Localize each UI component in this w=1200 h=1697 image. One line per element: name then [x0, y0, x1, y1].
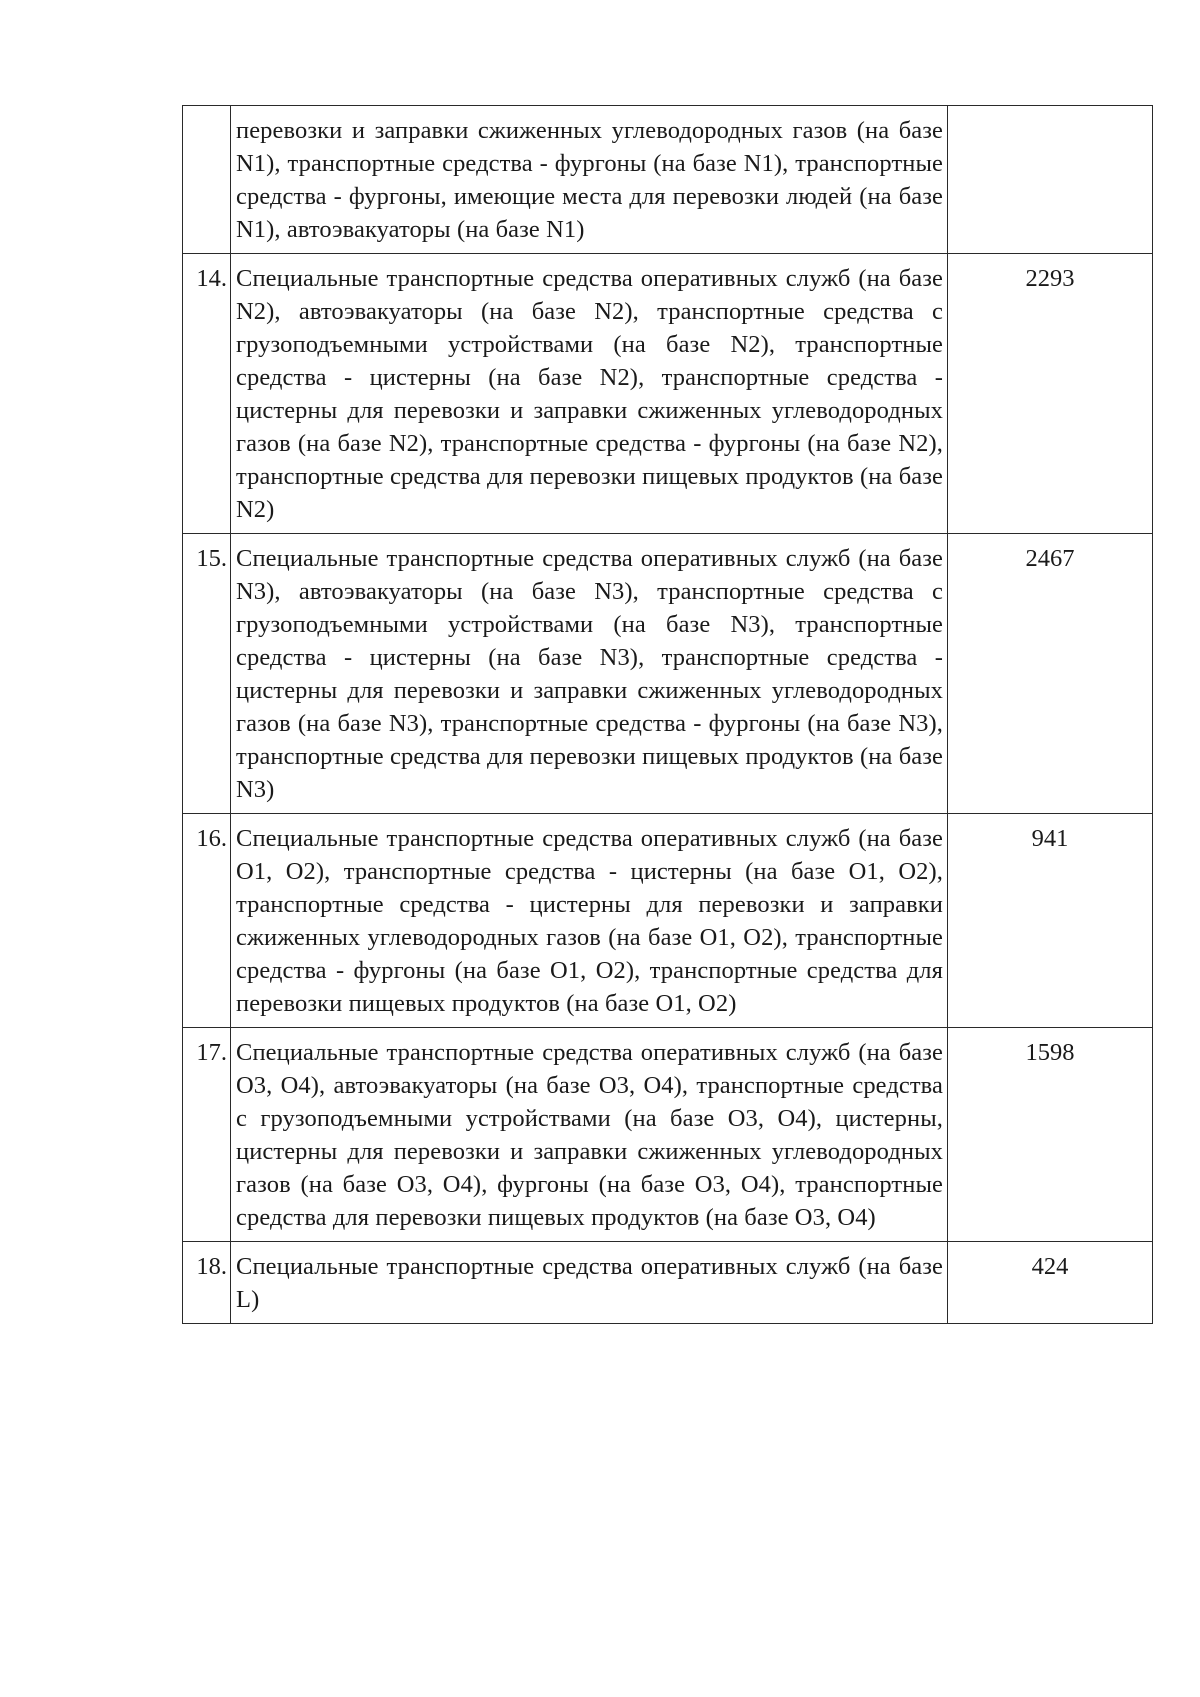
row-number: 17.	[183, 1028, 231, 1242]
table-row	[183, 1028, 1153, 1242]
row-number: 16.	[183, 814, 231, 1028]
table-row	[183, 814, 1153, 1028]
row-description: Специальные транспортные средства оперативных служб (на базе O1, O2), транспортные средства - цистерны (на базе O1, O2), транспортные средства - цистерны для перевозки и заправки сжиженных углеводородных газов (на базе O1, O2), транспортные средства - фургоны (на базе O1, O2), транспортные средства для перевозки пищевых продуктов (на базе O1, O2)	[231, 814, 948, 1028]
row-description: Специальные транспортные средства оперативных служб (на базе N3), автоэвакуаторы (на базе N3), транспортные средства с грузоподъемными устройствами (на базе N3), транспортные средства - цистерны (на базе N3), транспортные средства - цистерны для перевозки и заправки сжиженных углеводородных газов (на базе N3), транспортные средства - фургоны (на базе N3), транспортные средства для перевозки пищевых продуктов (на базе N3)	[231, 534, 948, 814]
row-value: 2293	[948, 254, 1153, 534]
row-number: 14.	[183, 254, 231, 534]
row-number: 18.	[183, 1242, 231, 1324]
row-value: 424	[948, 1242, 1153, 1324]
row-value: 941	[948, 814, 1153, 1028]
row-number	[183, 106, 231, 254]
row-value: 1598	[948, 1028, 1153, 1242]
table-row	[183, 534, 1153, 814]
row-number: 15.	[183, 534, 231, 814]
row-description: Специальные транспортные средства оперативных служб (на базе N2), автоэвакуаторы (на базе N2), транспортные средства с грузоподъемными устройствами (на базе N2), транспортные средства - цистерны (на базе N2), транспортные средства - цистерны для перевозки и заправки сжиженных углеводородных газов (на базе N2), транспортные средства - фургоны (на базе N2), транспортные средства для перевозки пищевых продуктов (на базе N2)	[231, 254, 948, 534]
row-description: Специальные транспортные средства оперативных служб (на базе O3, O4), автоэвакуаторы (на базе O3, O4), транспортные средства с грузоподъемными устройствами (на базе O3, O4), цистерны, цистерны для перевозки и заправки сжиженных углеводородных газов (на базе O3, O4), фургоны (на базе O3, O4), транспортные средства для перевозки пищевых продуктов (на базе O3, O4)	[231, 1028, 948, 1242]
row-value	[948, 106, 1153, 254]
table-row	[183, 254, 1153, 534]
row-description: перевозки и заправки сжиженных углеводородных газов (на базе N1), транспортные средства - фургоны (на базе N1), транспортные средства - фургоны, имеющие места для перевозки людей (на базе N1), автоэвакуаторы (на базе N1)	[231, 106, 948, 254]
table-row	[183, 1242, 1153, 1324]
row-value: 2467	[948, 534, 1153, 814]
vehicle-category-table	[182, 105, 1153, 1324]
table-row	[183, 106, 1153, 254]
row-description: Специальные транспортные средства оперативных служб (на базе L)	[231, 1242, 948, 1324]
